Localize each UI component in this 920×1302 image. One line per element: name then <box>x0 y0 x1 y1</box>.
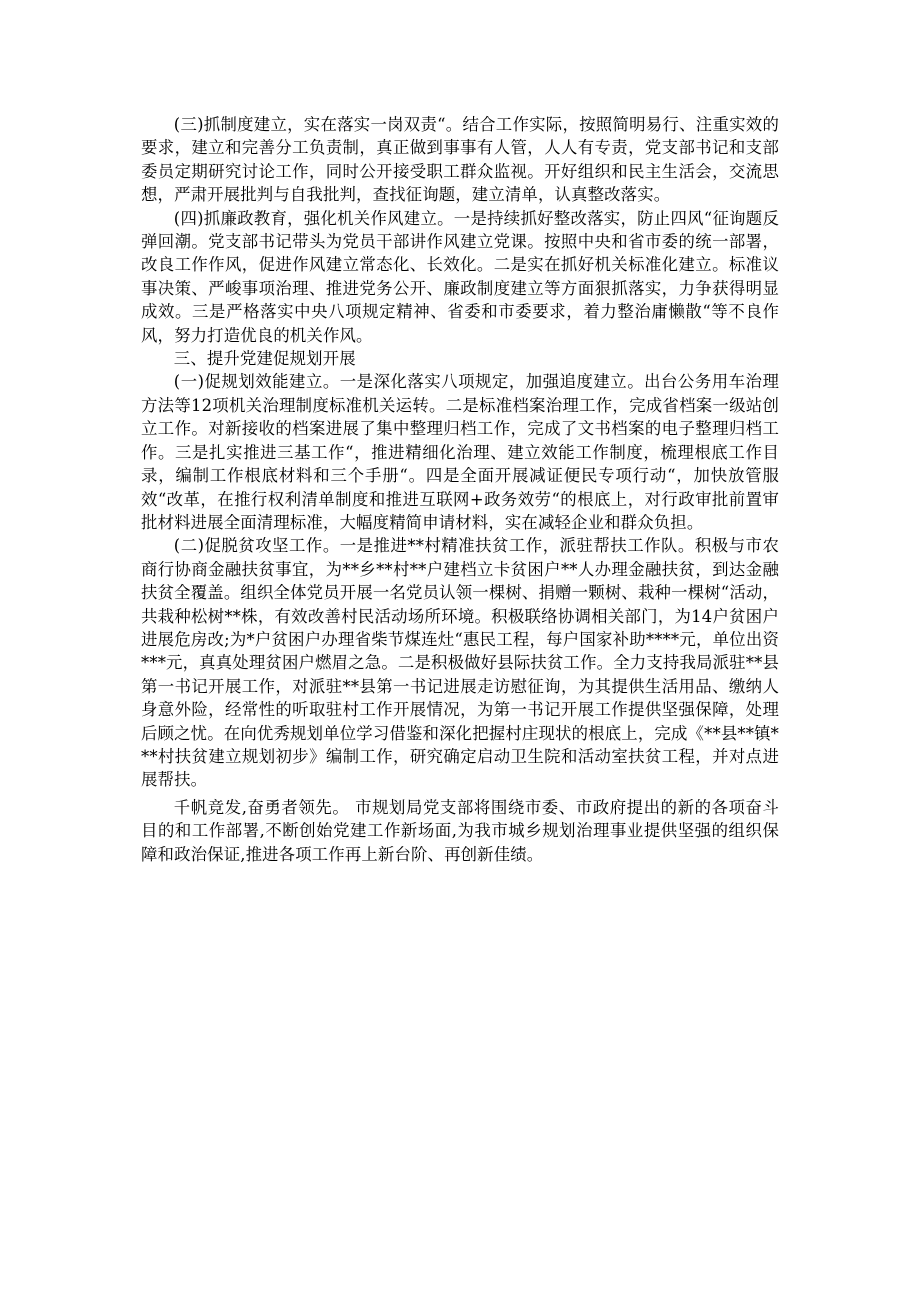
paragraph-closing: 千帆竞发,奋勇者领先。 市规划局党支部将围绕市委、市政府提出的新的各项奋斗目的和工作部署,不断创始党建工作新场面,为我市城乡规划治理事业提供坚强的组织保障和政治保证,推进各项工作再上新台阶、再创新佳绩。 <box>141 797 779 864</box>
paragraph-item-3: (三)抓制度建立，实在落实一岗双责“。结合工作实际，按照简明易行、注重实效的要求，建立和完善分工负责制，真正做到事事有人管，人人有专责，党支部书记和支部委员定期研究讨论工作，同时公开接受职工群众监视。开好组织和民主生活会，交流思想，严肃开展批判与自我批判，查找征询题，建立清单，认真整改落实。 <box>141 115 779 205</box>
document-body <box>141 113 779 866</box>
paragraph-item-1: (一)促规划效能建立。一是深化落实八项规定，加强追度建立。出台公务用车治理方法等12项机关治理制度标准机关运转。二是标准档案治理工作，完成省档案一级站创立工作。对新接收的档案进展了集中整理归档工作，完成了文书档案的电子整理归档工作。三是扎实推进三基工作“，推进精细化治理、建立效能工作制度，梳理根底工作目录，编制工作根底材料和三个手册“。四是全面开展减证便民专项行动“，加快放管服效“改革，在推行权利清单制度和推进互联网+政务效劳“的根底上，对行政审批前置审批材料进展全面清理标准，大幅度精简申请材料，实在减轻企业和群众负担。 <box>141 372 779 532</box>
paragraph-item-4: (四)抓廉政教育，强化机关作风建立。一是持续抓好整改落实，防止四风“征询题反弹回潮。党支部书记带头为党员干部讲作风建立党课。按照中央和省市委的统一部署，改良工作作风，促进作风建立常态化、长效化。二是实在抓好机关标准化建立。标准议事决策、严峻事项治理、推进党务公开、廉政制度建立等方面狠抓落实，力争获得明显成效。三是严格落实中央八项规定精神、省委和市委要求，着力整治庸懒散“等不良作风，努力打造优良的机关作风。 <box>141 208 779 345</box>
section-heading-3: 三、提升党建促规划开展 <box>173 349 356 369</box>
paragraph-item-2: (二)促脱贫攻坚工作。一是推进**村精准扶贫工作，派驻帮扶工作队。积极与市农商行协商金融扶贫事宜，为**乡**村**户建档立卡贫困户**人办理金融扶贫，到达金融扶贫全覆盖。组织全体党员开展一名党员认领一棵树、捐赠一颗树、栽种一棵树“活动，共栽种松树**株，有效改善村民活动场所环境。积极联络协调相关部门，为14户贫困户进展危房改;为*户贫困户办理省柴节煤连灶“惠民工程，每户国家补助****元，单位出资***元，真真处理贫困户燃眉之急。二是积极做好县际扶贫工作。全力支持我局派驻**县第一书记开展工作，对派驻**县第一书记进展走访慰征询，为其提供生活用品、缴纳人身意外险，经常性的听取驻村工作开展情况，为第一书记开展工作提供坚强保障，处理后顾之忧。在向优秀规划单位学习借鉴和深化把握村庄现状的根底上，完成《**县**镇***村扶贫建立规划初步》编制工作，研究确定启动卫生院和活动室扶贫工程，并对点进展帮扶。 <box>141 536 779 790</box>
